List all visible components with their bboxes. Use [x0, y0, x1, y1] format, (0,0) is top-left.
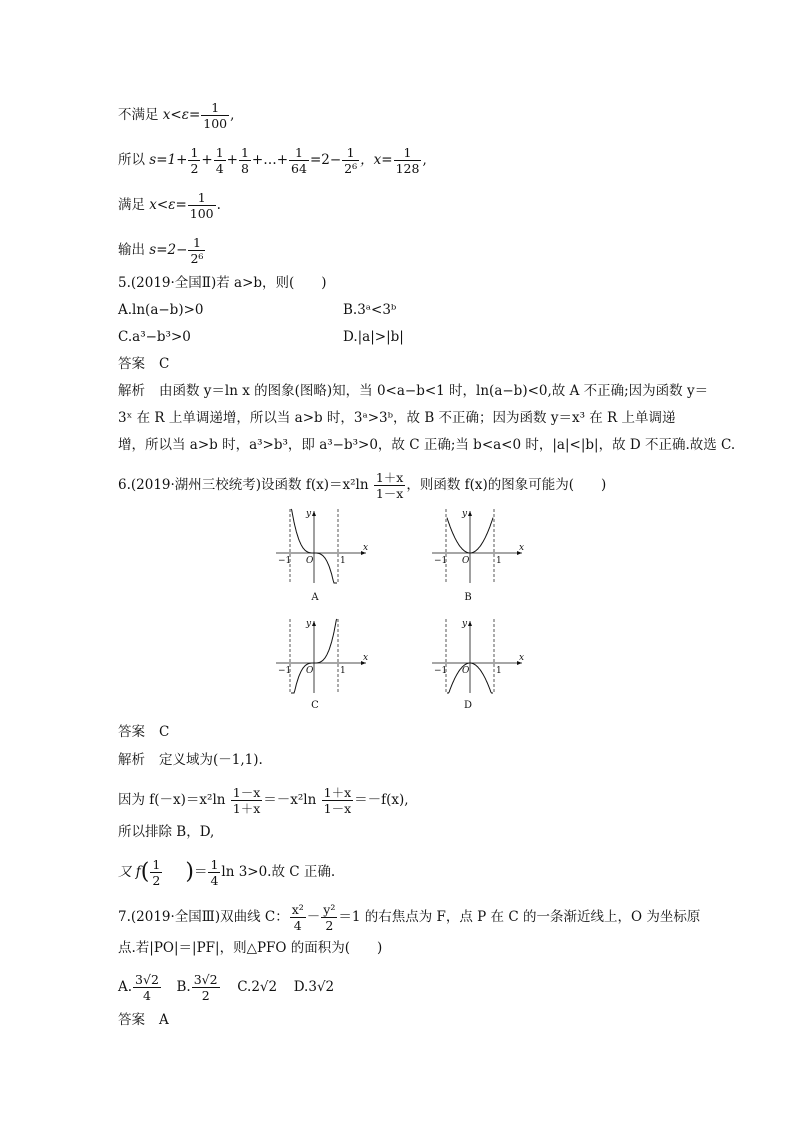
- graph-label-c: C: [311, 700, 319, 711]
- y-axis-arrow: [312, 621, 316, 626]
- tick-label-neg: −1: [278, 666, 292, 676]
- q5-answer: 答案 C: [118, 356, 170, 372]
- graph-label-a: A: [311, 592, 319, 603]
- q5-option-d: D.|a|>|b|: [343, 329, 404, 345]
- graph-option-a: [272, 505, 372, 585]
- origin-label: O: [462, 666, 470, 676]
- y-axis-label: y: [462, 619, 468, 629]
- fraction: $\frac{1}{100}$: [203, 100, 228, 131]
- q6-analysis-exclude: 所以排除 B，D,: [118, 824, 215, 840]
- q7-answer: 答案 A: [118, 1012, 169, 1028]
- output-line: 输出 s=2− $\frac{1}{\text{2⁶}}$: [118, 235, 204, 266]
- q5-analysis-2: 3ˣ 在 R 上单调递增，所以当 a>b 时，3ᵃ>3ᵇ，故 B 不正确；因为函数 y＝x³ 在 R 上单调递: [118, 410, 676, 426]
- y-axis-arrow: [468, 511, 472, 516]
- y-axis-arrow: [468, 621, 472, 626]
- q6-analysis-also: 又 f( $\frac{1}{2}$ )＝ $\frac{1}{4}$ ln 3>0.故 C 正确.: [118, 857, 336, 888]
- q5-option-a: A.ln(a−b)>0: [118, 302, 204, 318]
- origin-label: O: [306, 556, 314, 566]
- tick-label-neg: −1: [434, 556, 448, 566]
- tick-label-pos: 1: [340, 666, 346, 676]
- x-axis-label: x: [363, 543, 369, 553]
- graph-label-b: B: [464, 592, 472, 603]
- tick-label-pos: 1: [496, 556, 502, 566]
- tick-label-pos: 1: [340, 556, 346, 566]
- origin-label: O: [462, 556, 470, 566]
- condition-line-1: 不满足 x<ε= $\frac{1}{100}$ ,: [118, 100, 235, 131]
- graph-option-d: [428, 615, 528, 695]
- tick-label-neg: −1: [434, 666, 448, 676]
- graph-label-d: D: [463, 700, 473, 711]
- condition-line-2: 满足 x<ε= $\frac{1}{100}$ .: [118, 190, 221, 221]
- graph-option-c: [272, 615, 372, 695]
- q5-stem: 5.(2019·全国Ⅱ)若 a>b，则( ): [118, 275, 327, 291]
- tick-label-neg: −1: [278, 556, 292, 566]
- q5-analysis-3: 增，所以当 a>b 时，a³>b³，即 a³−b³>0，故 C 正确;当 b<a<0 时，|a|<|b|，故 D 不正确.故选 C.: [118, 437, 736, 453]
- q6-analysis-domain: 解析 定义域为(－1,1).: [118, 752, 263, 768]
- x-axis-label: x: [519, 653, 525, 663]
- y-axis-label: y: [462, 509, 468, 519]
- q6-analysis-because: 因为 f(－x)＝x²ln $\frac{1-x}{1+x}$ ＝－x²ln $\frac{1+x}{1-x}$ ＝－f(x),: [118, 785, 409, 816]
- x-axis-label: x: [363, 653, 369, 663]
- q5-analysis-1: 解析 由函数 y＝ln x 的图象(图略)知，当 0<a−b<1 时，ln(a−b)<0,故 A 不正确;因为函数 y＝: [118, 383, 709, 399]
- x-axis-label: x: [519, 543, 525, 553]
- q7-stem-1: 7.(2019·全国Ⅲ)双曲线 C： $\frac{\text{x²}}{4}$ － $\frac{\text{y²}}{2}$ ＝1 的右焦点为 F，点 P 在 C 的一条渐近线上，O 为坐标原: [118, 902, 701, 933]
- q7-stem-2: 点.若|PO|＝|PF|，则△PFO 的面积为( ): [118, 940, 383, 956]
- q5-option-c: C.a³−b³>0: [118, 329, 191, 345]
- graph-option-b: [428, 505, 528, 585]
- q5-option-b: B.3ᵃ<3ᵇ: [343, 302, 397, 318]
- y-axis-arrow: [312, 511, 316, 516]
- y-axis-label: y: [306, 619, 312, 629]
- text: 不满足: [118, 107, 163, 123]
- q6-stem: 6.(2019·湖州三校统考)设函数 f(x)＝x²ln $\frac{1+x}{1-x}$ ，则函数 f(x)的图象可能为( ): [118, 470, 607, 501]
- y-axis-label: y: [306, 509, 312, 519]
- tick-label-pos: 1: [496, 666, 502, 676]
- q6-answer: 答案 C: [118, 724, 170, 740]
- text: x<ε=: [162, 107, 201, 123]
- origin-label: O: [306, 666, 314, 676]
- q7-options: A. $\frac{3√2}{4}$ B. $\frac{3√2}{2}$ C.2√2 D.3√2: [118, 972, 335, 1003]
- sum-line: 所以 s=1+ $\frac{1}{2}$ + $\frac{1}{4}$ + $\frac{1}{8}$ +…+ $\frac{1}{64}$ =2− $\frac{1}{\text{2⁶}}$ ，x= $\frac{1}{128}$ ,: [118, 145, 427, 176]
